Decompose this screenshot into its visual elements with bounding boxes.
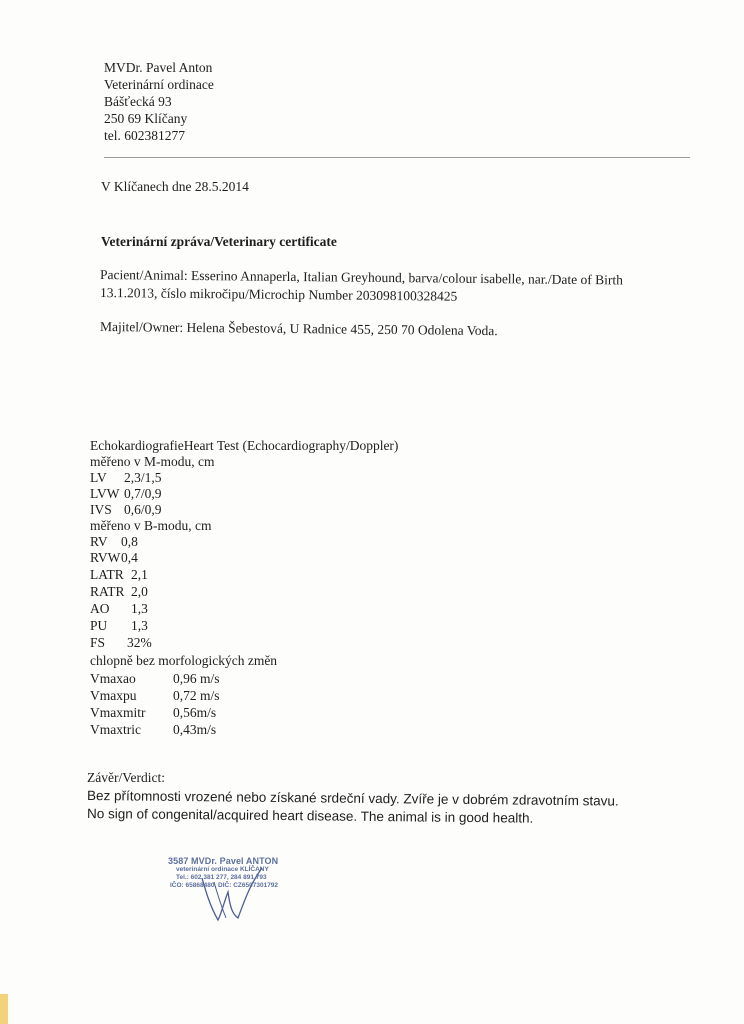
measure-value: 0,8 — [121, 534, 138, 549]
scan-edge-mark — [0, 994, 8, 1024]
city-address: 250 69 Klíčany — [104, 111, 188, 126]
phone-number: tel. 602381277 — [104, 128, 185, 143]
measure-value: 2,1 — [131, 567, 148, 582]
date-line: V Klíčanech dne 28.5.2014 — [101, 179, 249, 194]
verdict-heading: Závěr/Verdict: — [87, 770, 165, 785]
velocity-label: Vmaxtric — [90, 722, 141, 737]
measure-label: AO — [90, 601, 110, 616]
stamp-line-3: Tel.: 602 381 277, 284 891 793 — [176, 874, 267, 881]
bmode-heading: měřeno v B-modu, cm — [90, 518, 212, 533]
header-divider — [104, 157, 690, 158]
measure-label: RATR — [90, 584, 125, 599]
stamp-line-1: 3587 MVDr. Pavel ANTON — [168, 856, 279, 866]
signature-icon — [188, 862, 268, 922]
measure-value: 0,6/0,9 — [124, 502, 162, 517]
measure-value: 0,4 — [121, 550, 138, 565]
office-name: Veterinární ordinace — [104, 77, 214, 92]
measure-label: LV — [90, 470, 107, 485]
document-title: Veterinární zpráva/Veterinary certificate — [101, 234, 337, 249]
measure-label: PU — [90, 618, 108, 633]
velocity-label: Vmaxao — [90, 671, 136, 686]
measure-value: 2,0 — [131, 584, 148, 599]
measure-label: IVS — [90, 502, 112, 517]
verdict-english: No sign of congenital/acquired heart disease. The animal is in good health. — [86, 806, 534, 826]
verdict-czech: Bez přítomnosti vrozené nebo získané srdeční vady. Zvíře je v dobrém zdravotním stavu. — [86, 788, 619, 809]
patient-line-1: Pacient/Animal: Esserino Annaperla, Italian Greyhound, barva/colour isabelle, nar./Date of Birth — [99, 267, 624, 288]
measure-label: RVW — [90, 550, 121, 565]
velocity-value: 0,96 m/s — [173, 671, 220, 686]
measure-value: 1,3 — [131, 601, 148, 616]
stamp-line-4: IČO: 65868480, DIČ: CZ6507301792 — [170, 882, 279, 889]
measure-label: LATR — [90, 567, 124, 582]
doctor-name: MVDr. Pavel Anton — [104, 60, 213, 75]
velocity-label: Vmaxmitr — [90, 705, 146, 720]
velocity-label: Vmaxpu — [90, 688, 137, 703]
velocity-value: 0,56m/s — [173, 705, 217, 720]
stamp-line-2: veterinární ordinace KLÍČANY — [176, 866, 269, 873]
measure-value: 0,7/0,9 — [124, 486, 162, 501]
velocity-value: 0,43m/s — [173, 722, 217, 737]
measure-label: LVW — [90, 486, 120, 501]
measure-label: FS — [90, 635, 106, 650]
measure-value: 2,3/1,5 — [124, 470, 162, 485]
owner-line: Majitel/Owner: Helena Šebestová, U Radnice 455, 250 70 Odolena Voda. — [99, 319, 498, 339]
mmode-heading: měřeno v M-modu, cm — [90, 454, 215, 469]
patient-line-2: 13.1.2013, číslo mikročipu/Microchip Number 203098100328425 — [99, 285, 458, 304]
valves-line: chlopně bez morfologických změn — [90, 653, 278, 668]
velocity-value: 0,72 m/s — [173, 688, 220, 703]
street-address: Bášťecká 93 — [104, 94, 172, 109]
measure-value: 1,3 — [131, 618, 148, 633]
measure-value: 32% — [127, 635, 152, 650]
measure-label: RV — [90, 534, 108, 549]
exam-title: EchokardiografieHeart Test (Echocardiography/Doppler) — [90, 438, 399, 453]
official-stamp — [168, 856, 318, 890]
